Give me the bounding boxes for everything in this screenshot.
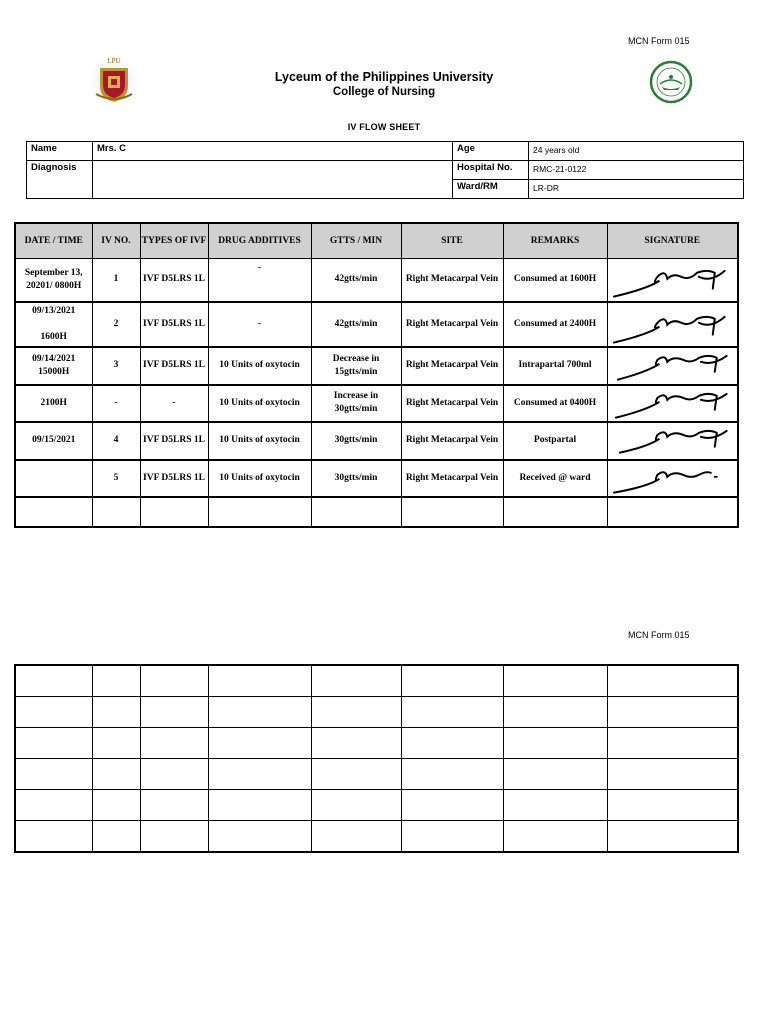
signature-image: [608, 461, 738, 497]
blank-flow-table: [14, 664, 739, 853]
table-row: [15, 347, 738, 385]
blank-cell: [503, 728, 607, 759]
header-iv-no: IV NO.: [92, 223, 140, 259]
empty-cell: [503, 497, 607, 527]
age-value: 24 years old: [529, 142, 744, 161]
table-row: [15, 497, 738, 527]
blank-cell: [607, 665, 738, 697]
blank-cell: [92, 697, 140, 728]
blank-cell: [140, 697, 208, 728]
blank-cell: [311, 759, 401, 790]
blank-cell: [401, 665, 503, 697]
remarks-cell: Consumed at 1600H: [503, 259, 607, 302]
signature-cell: [607, 259, 738, 302]
blank-cell: [15, 759, 92, 790]
remarks-cell: Postpartal: [503, 422, 607, 460]
blank-cell: [208, 790, 311, 821]
blank-cell: [208, 728, 311, 759]
empty-cell: [311, 497, 401, 527]
blank-row: [15, 697, 738, 728]
form-number: MCN Form 015: [628, 630, 690, 640]
blank-cell: [503, 759, 607, 790]
iv-no-cell: -: [92, 385, 140, 423]
iv-no-cell: 4: [92, 422, 140, 460]
signature-cell: [607, 347, 738, 385]
date-cell: [15, 460, 92, 498]
gtts-cell: Increase in 30gtts/min: [311, 385, 401, 423]
gtts-cell: 42gtts/min: [311, 259, 401, 302]
ivf-cell: IVF D5LRS 1L: [140, 347, 208, 385]
iv-no-cell: 2: [92, 302, 140, 347]
blank-cell: [92, 790, 140, 821]
blank-row: [15, 759, 738, 790]
blank-cell: [311, 665, 401, 697]
empty-cell: [607, 497, 738, 527]
blank-cell: [15, 790, 92, 821]
blank-cell: [401, 697, 503, 728]
empty-cell: [401, 497, 503, 527]
hospital-no-value: RMC-21-0122: [529, 161, 744, 180]
age-label: Age: [453, 142, 529, 161]
blank-cell: [92, 759, 140, 790]
drug-cell: -: [208, 302, 311, 347]
signature-image: [608, 348, 738, 384]
table-row: [15, 259, 738, 302]
site-cell: Right Metacarpal Vein: [401, 385, 503, 423]
blank-cell: [503, 821, 607, 853]
sheet-title: IV FLOW SHEET: [347, 122, 421, 132]
blank-cell: [92, 665, 140, 697]
diagnosis-value: [93, 161, 453, 199]
signature-cell: [607, 302, 738, 347]
header-gtts-min: GTTS / MIN: [311, 223, 401, 259]
empty-cell: [140, 497, 208, 527]
blank-row: [15, 790, 738, 821]
site-cell: Right Metacarpal Vein: [401, 460, 503, 498]
blank-cell: [15, 665, 92, 697]
blank-cell: [401, 728, 503, 759]
blank-cell: [208, 697, 311, 728]
patient-info-table: [26, 141, 744, 199]
flow-header-row: [15, 223, 738, 259]
blank-cell: [92, 821, 140, 853]
date-cell: 09/15/2021: [15, 422, 92, 460]
table-row: [15, 302, 738, 347]
blank-cell: [208, 821, 311, 853]
remarks-cell: Intrapartal 700ml: [503, 347, 607, 385]
iv-no-cell: 5: [92, 460, 140, 498]
remarks-cell: Received @ ward: [503, 460, 607, 498]
date-cell: 09/14/2021 15000H: [15, 347, 92, 385]
empty-cell: [15, 497, 92, 527]
blank-row: [15, 728, 738, 759]
college-name: College of Nursing: [332, 86, 436, 98]
blank-row: [15, 821, 738, 853]
empty-cell: [208, 497, 311, 527]
blank-cell: [140, 728, 208, 759]
header-remarks: REMARKS: [503, 223, 607, 259]
ward-value: LR-DR: [529, 180, 744, 199]
blank-cell: [311, 728, 401, 759]
site-cell: Right Metacarpal Vein: [401, 347, 503, 385]
blank-cell: [401, 790, 503, 821]
blank-cell: [311, 697, 401, 728]
blank-cell: [140, 821, 208, 853]
name-value: Mrs. C: [93, 142, 453, 161]
university-name: Lyceum of the Philippines University: [274, 70, 494, 84]
ward-label: Ward/RM: [453, 180, 529, 199]
date-cell: 2100H: [15, 385, 92, 423]
blank-cell: [15, 821, 92, 853]
blank-cell: [311, 790, 401, 821]
signature-image: [608, 386, 738, 422]
empty-cell: [92, 497, 140, 527]
signature-cell: [607, 460, 738, 498]
iv-flow-table: [14, 222, 739, 528]
iv-no-cell: 1: [92, 259, 140, 302]
form-number: MCN Form 015: [628, 36, 690, 46]
ivf-cell: IVF D5LRS 1L: [140, 302, 208, 347]
blank-cell: [140, 790, 208, 821]
date-cell: September 13, 20201/ 0800H: [15, 259, 92, 302]
ivf-cell: IVF D5LRS 1L: [140, 422, 208, 460]
diagnosis-label: Diagnosis: [27, 161, 93, 199]
blank-cell: [607, 728, 738, 759]
signature-image: [608, 423, 738, 459]
blank-cell: [15, 697, 92, 728]
drug-cell: 10 Units of oxytocin: [208, 347, 311, 385]
site-cell: Right Metacarpal Vein: [401, 422, 503, 460]
drug-cell: 10 Units of oxytocin: [208, 460, 311, 498]
ivf-cell: IVF D5LRS 1L: [140, 460, 208, 498]
blank-cell: [140, 665, 208, 697]
blank-cell: [15, 728, 92, 759]
remarks-cell: Consumed at 0400H: [503, 385, 607, 423]
header-site: SITE: [401, 223, 503, 259]
header-types-of-ivf: TYPES OF IVF: [140, 223, 208, 259]
blank-row: [15, 665, 738, 697]
signature-image: [608, 259, 738, 301]
signature-image: [608, 303, 738, 346]
gtts-cell: 30gtts/min: [311, 422, 401, 460]
header-signature: SIGNATURE: [607, 223, 738, 259]
gtts-cell: Decrease in 15gtts/min: [311, 347, 401, 385]
signature-cell: [607, 422, 738, 460]
blank-cell: [311, 821, 401, 853]
blank-cell: [607, 821, 738, 853]
blank-cell: [607, 790, 738, 821]
name-label: Name: [27, 142, 93, 161]
iv-no-cell: 3: [92, 347, 140, 385]
blank-cell: [607, 697, 738, 728]
remarks-cell: Consumed at 2400H: [503, 302, 607, 347]
gtts-cell: 42gtts/min: [311, 302, 401, 347]
drug-cell: 10 Units of oxytocin: [208, 385, 311, 423]
site-cell: Right Metacarpal Vein: [401, 259, 503, 302]
table-row: [15, 460, 738, 498]
blank-cell: [401, 821, 503, 853]
blank-cell: [208, 665, 311, 697]
ivf-cell: IVF D5LRS 1L: [140, 259, 208, 302]
blank-cell: [208, 759, 311, 790]
table-row: [15, 422, 738, 460]
signature-cell: [607, 385, 738, 423]
blank-cell: [503, 665, 607, 697]
site-cell: Right Metacarpal Vein: [401, 302, 503, 347]
drug-cell: -: [208, 259, 311, 302]
header-date-time: DATE / TIME: [15, 223, 92, 259]
blank-cell: [92, 728, 140, 759]
blank-cell: [607, 759, 738, 790]
blank-cell: [503, 790, 607, 821]
header-drug-additives: DRUG ADDITIVES: [208, 223, 311, 259]
date-cell: 09/13/2021 1600H: [15, 302, 92, 347]
hospital-no-label: Hospital No.: [453, 161, 529, 180]
table-row: [15, 385, 738, 423]
drug-cell: 10 Units of oxytocin: [208, 422, 311, 460]
gtts-cell: 30gtts/min: [311, 460, 401, 498]
svg-text:LPU: LPU: [107, 57, 121, 65]
blank-cell: [503, 697, 607, 728]
blank-cell: [140, 759, 208, 790]
blank-cell: [401, 759, 503, 790]
ivf-cell: -: [140, 385, 208, 423]
